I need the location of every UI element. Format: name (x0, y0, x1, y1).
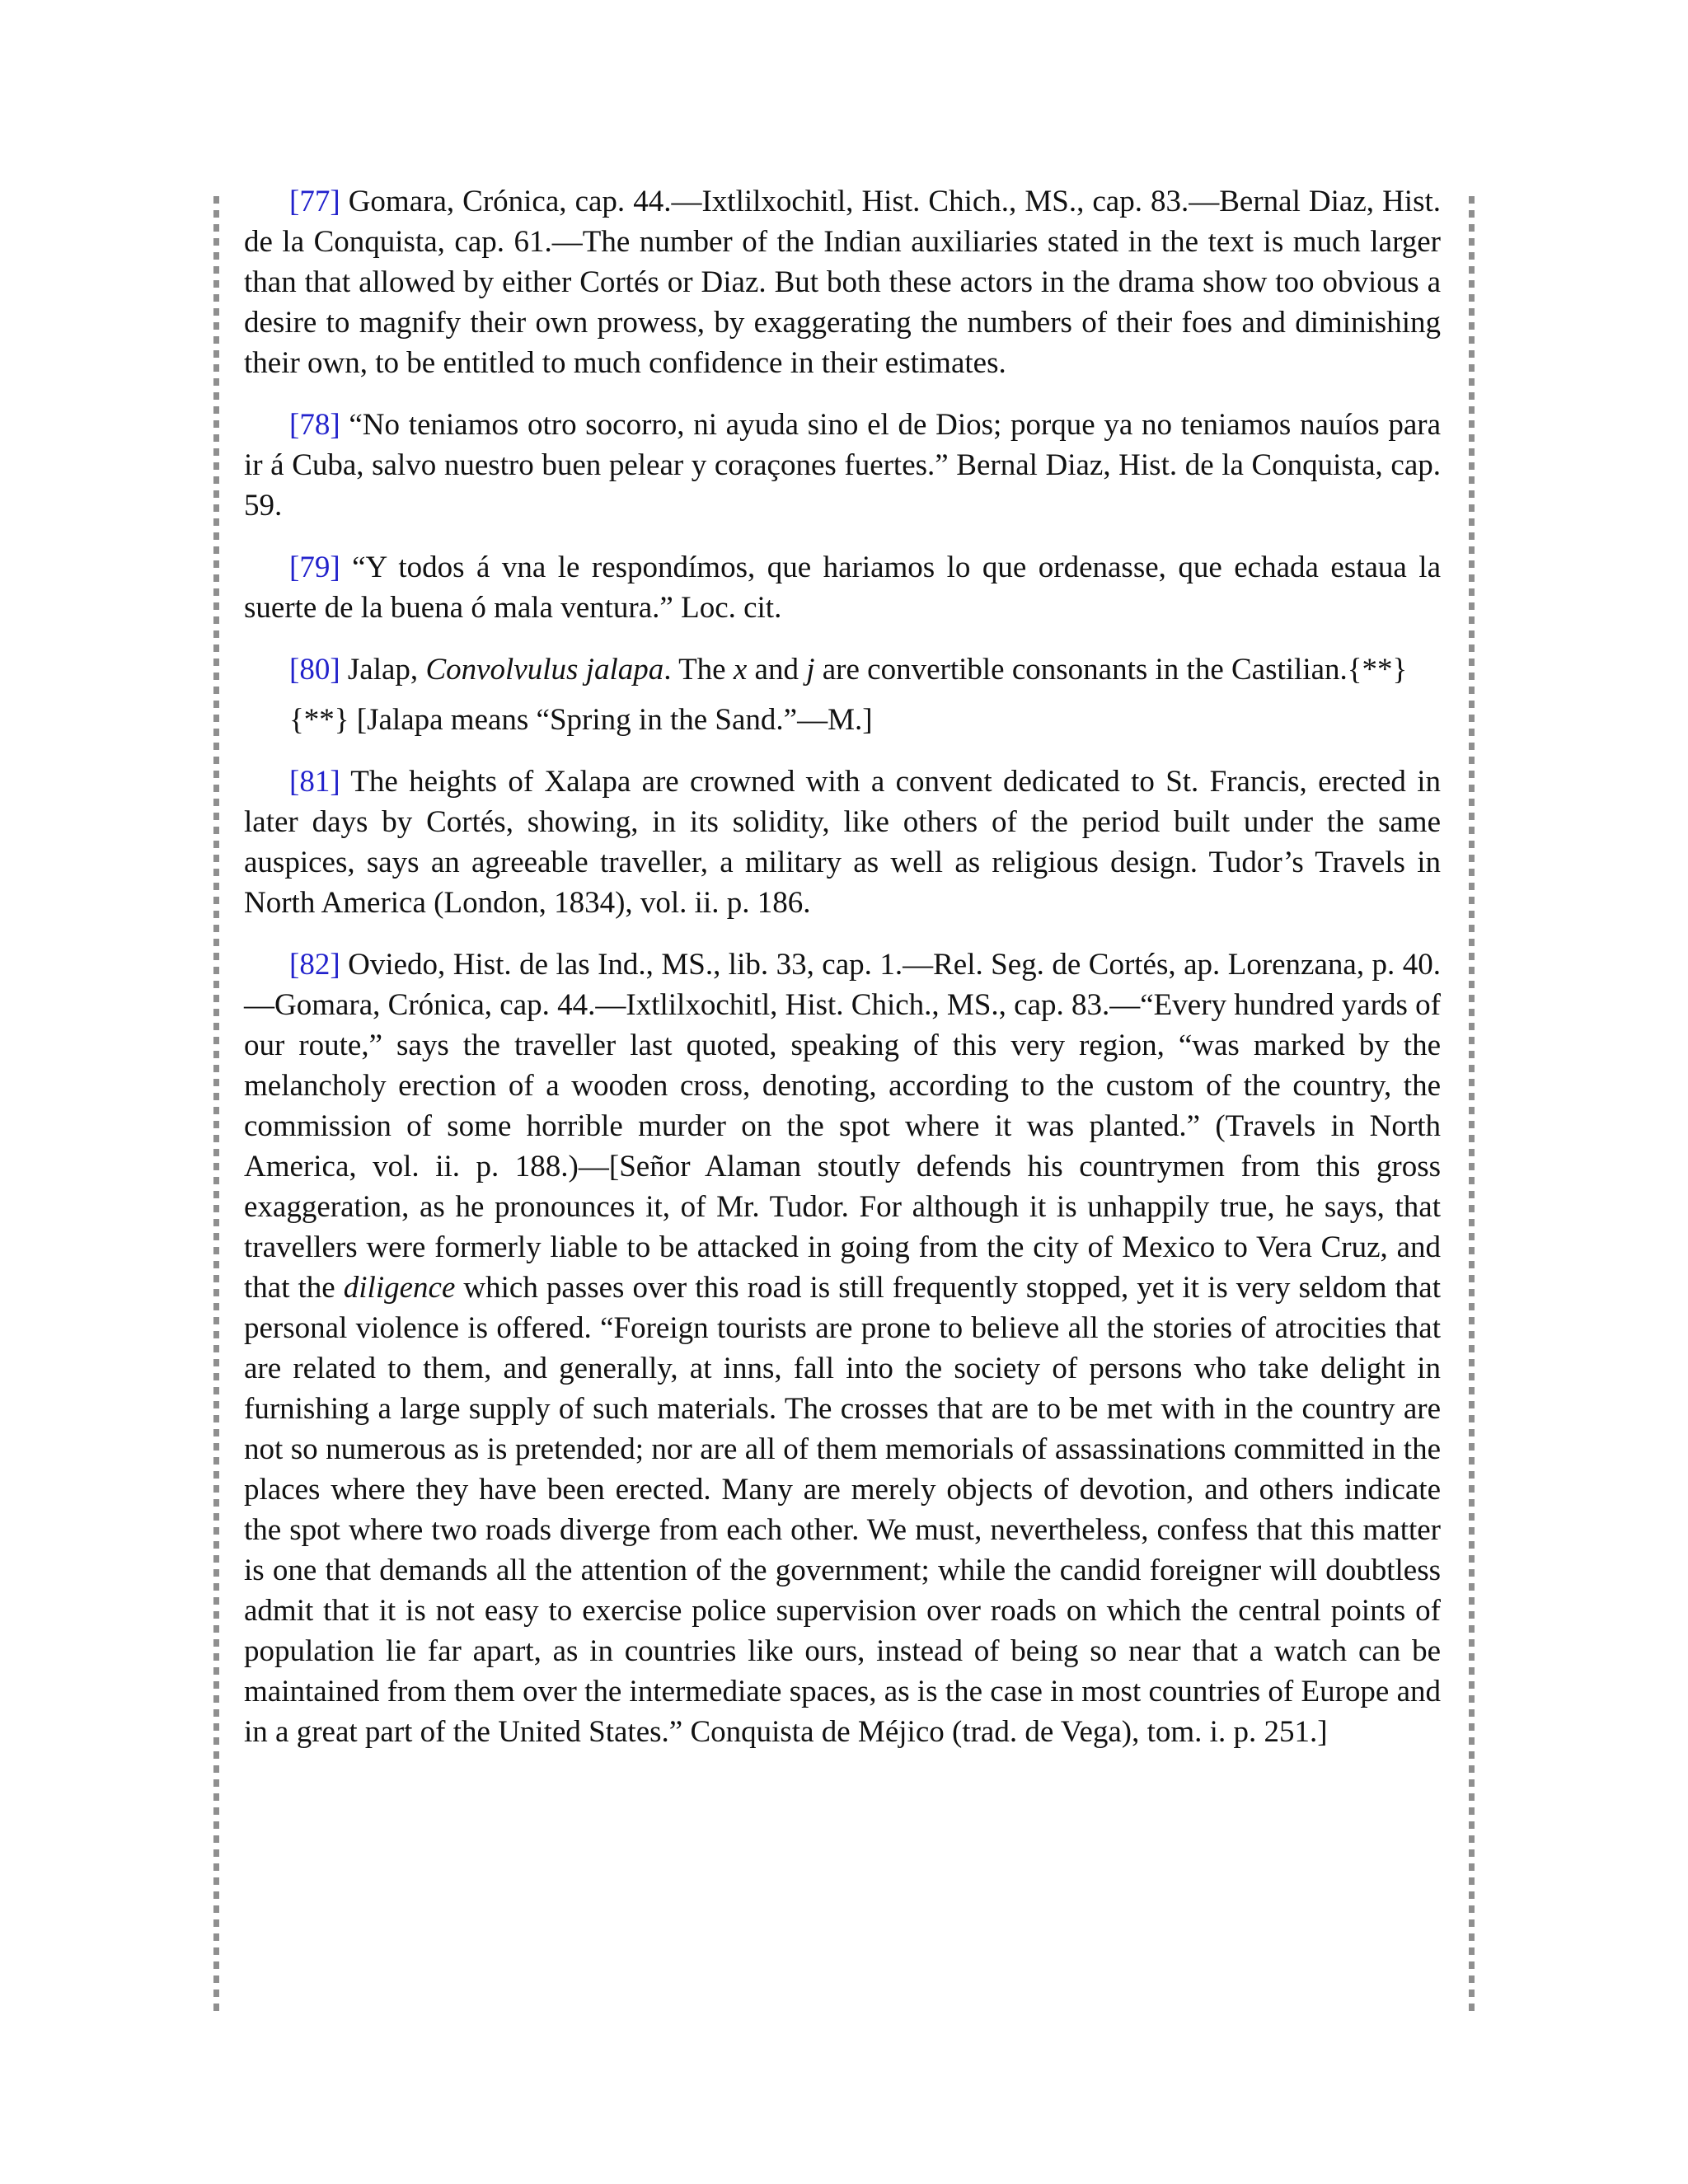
footnote-79-text: “Y todos á vna le respondímos, que hariamos lo que ordenasse, que echada estaua la suerte de la buena ó mala ventura.” Loc. cit. (244, 551, 1441, 625)
footnote-link-77[interactable]: [77] (289, 185, 340, 218)
footnote-link-78[interactable]: [78] (289, 408, 340, 442)
footnote-80 (244, 649, 1441, 690)
footnote-80-text: Jalap, (340, 653, 426, 687)
left-dotted-border (213, 196, 219, 2013)
footnote-80-letter-j: j (806, 653, 815, 687)
footnote-80-text: and (747, 653, 807, 687)
footnote-82 (244, 944, 1441, 1752)
footnote-link-80[interactable]: [80] (289, 653, 340, 687)
footnote-78-text: “No teniamos otro socorro, ni ayuda sino el de Dios; porque ya no teniamos nauíos para ir á Cuba, salvo nuestro buen pelear y coraçones fuertes.” Bernal Diaz, Hist. de la Conquista, cap. 59. (244, 408, 1441, 523)
footnote-link-81[interactable]: [81] (289, 765, 340, 799)
footnotes-section (244, 181, 1441, 1752)
footnote-82-diligence-word: diligence (343, 1271, 456, 1305)
footnote-82-text: which passes over this road is still frequently stopped, yet it is very seldom that personal violence is offered. “Foreign tourists are prone to believe all the stories of atrocities that are related to them, and generally, at inns, fall into the society of persons who take delight in furnishing a large supply of such materials. The crosses that are to be met with in the country are not so numerous as is pretended; nor are all of them memorials of assassinations committed in the places where they have been erected. Many are merely objects of devotion, and others indicate the spot where two roads diverge from each other. We must, nevertheless, confess that this matter is one that demands all the attention of the government; while the candid foreigner will doubtless admit that it is not easy to exercise police supervision over roads on which the central points of population lie far apart, as in countries like ours, instead of being so near that a watch can be maintained from them over the intermediate spaces, as is the case in most countries of Europe and in a great part of the United States.” Conquista de Méjico (trad. de Vega), tom. i. p. 251.] (244, 1271, 1441, 1749)
footnote-79 (244, 547, 1441, 628)
footnote-81-text: The heights of Xalapa are crowned with a convent dedicated to St. Francis, erected in later days by Cortés, showing, in its solidity, like others of the period built under the same auspices, says an agreeable traveller, a military as well as religious design. Tudor’s Travels in North America (London, 1834), vol. ii. p. 186. (244, 765, 1441, 920)
footnote-78 (244, 405, 1441, 526)
footnote-80-text: . The (663, 653, 734, 687)
footnote-77 (244, 181, 1441, 383)
footnote-82-text: Oviedo, Hist. de las Ind., MS., lib. 33, cap. 1.—Rel. Seg. de Cortés, ap. Lorenzana, p. 40.—Gomara, Crónica, cap. 44.—Ixtlilxochitl, Hist. Chich., MS., cap. 83.—“Every hundred yards of our route,” says the traveller last quoted, speaking of this very region, “was marked by the melancholy erection of a wooden cross, denoting, according to the custom of the country, the commission of some horrible murder on the spot where it was planted.” (Travels in North America, vol. ii. p. 188.)—[Señor Alaman stoutly defends his countrymen from this gross exaggeration, as he pronounces it, of Mr. Tudor. For although it is unhappily true, he says, that travellers were formerly liable to be attacked in going from the city of Mexico to Vera Cruz, and that the (244, 948, 1441, 1305)
editor-note-80 (244, 700, 1441, 740)
footnote-link-79[interactable]: [79] (289, 551, 340, 584)
footnote-80-letter-x: x (733, 653, 748, 687)
right-dotted-border (1469, 196, 1475, 2013)
footnote-80-latin-name: Convolvulus jalapa (425, 653, 664, 687)
footnote-77-text: Gomara, Crónica, cap. 44.—Ixtlilxochitl, Hist. Chich., MS., cap. 83.—Bernal Diaz, Hist. de la Conquista, cap. 61.—The number of the Indian auxiliaries stated in the text is much larger than that allowed by either Cortés or Diaz. But both these actors in the drama show too obvious a desire to magnify their own prowess, by exaggerating the numbers of their foes and diminishing their own, to be entitled to much confidence in their estimates. (244, 185, 1441, 380)
footnote-link-82[interactable]: [82] (289, 948, 340, 982)
editor-note-80-text: {**} [Jalapa means “Spring in the Sand.”—M.] (289, 703, 873, 737)
footnote-80-text: are convertible consonants in the Castilian.{**} (814, 653, 1408, 687)
footnote-81 (244, 762, 1441, 923)
